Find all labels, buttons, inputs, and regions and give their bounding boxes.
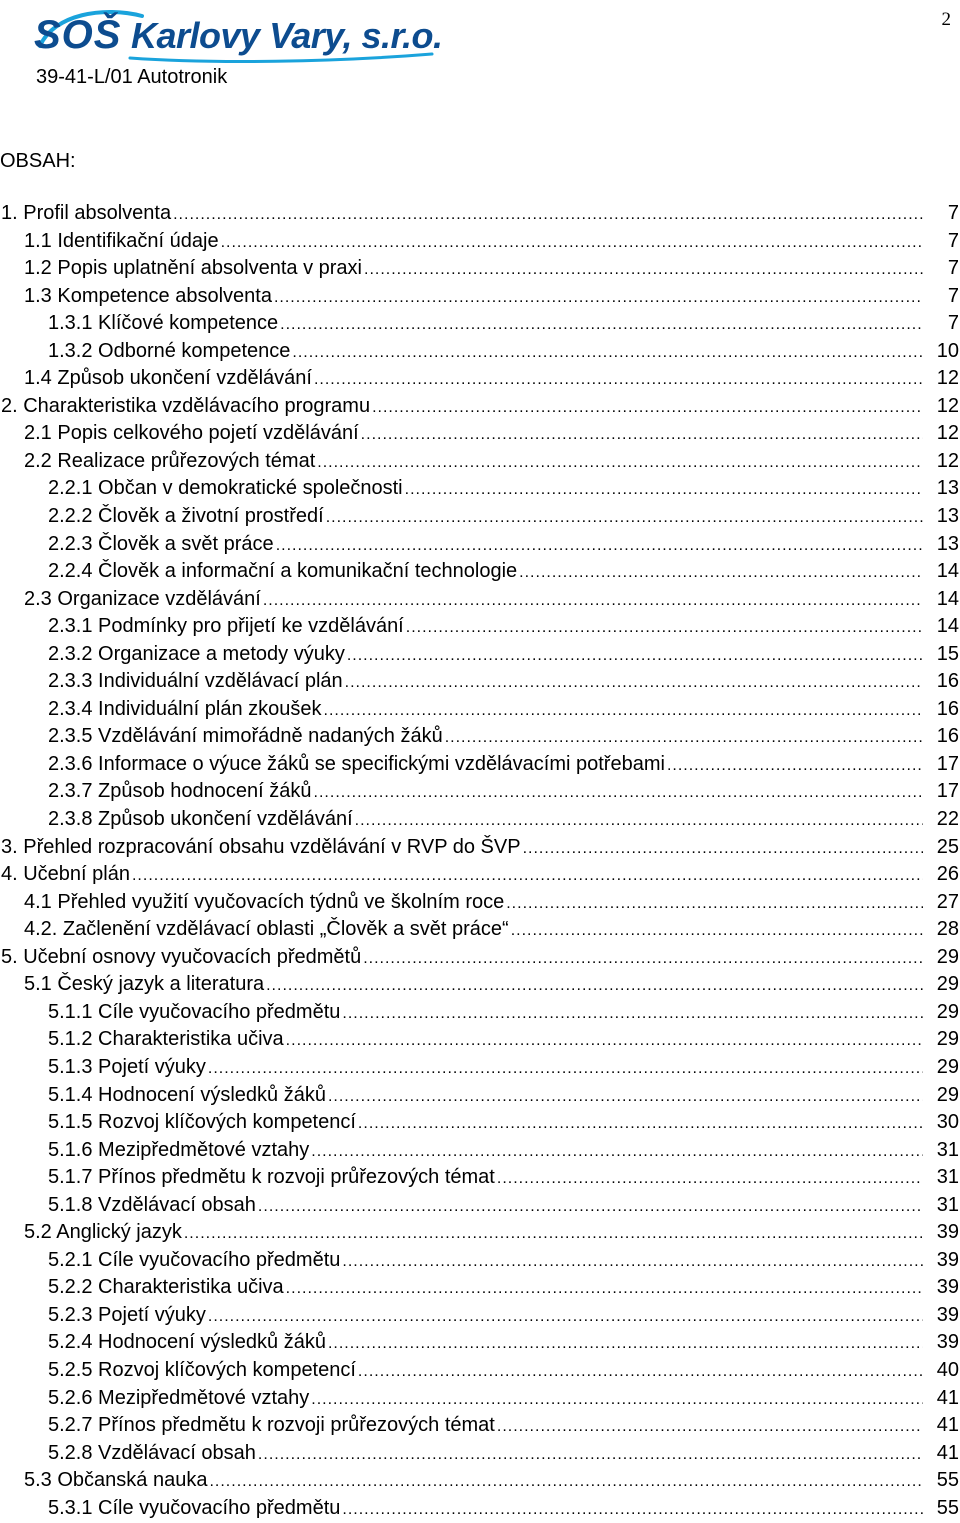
toc-entry-label: 2.3.4 Individuální plán zkoušek (48, 697, 322, 720)
toc-entry[interactable] (0, 1137, 960, 1165)
toc-dot-leader (314, 366, 923, 394)
toc-entry-page: 29 (936, 1028, 959, 1051)
toc-entry[interactable] (0, 1219, 960, 1247)
toc-entry[interactable] (0, 475, 960, 503)
toc-dot-leader (280, 311, 923, 339)
toc-entry-page: 39 (936, 1276, 959, 1299)
toc-entry-label: 2.3.6 Informace o výuce žáků se specifickými vzdělávacími potřebami (48, 752, 665, 775)
toc-entry-page: 29 (936, 945, 959, 968)
toc-entry-page: 15 (936, 642, 959, 665)
toc-entry-page: 13 (936, 532, 959, 555)
toc-entry-page: 16 (936, 697, 959, 720)
toc-entry[interactable] (0, 531, 960, 559)
toc-entry-label: 2.3.2 Organizace a metody výuky (48, 642, 345, 665)
toc-dot-leader (286, 1027, 923, 1055)
toc-entry-label: 5.1.2 Charakteristika učiva (48, 1028, 284, 1051)
toc-dot-leader (132, 862, 923, 890)
toc-entry[interactable] (0, 1082, 960, 1110)
toc-entry[interactable] (0, 283, 960, 311)
toc-entry[interactable] (0, 1192, 960, 1220)
toc-entry-label: 5.1.5 Rozvoj klíčových kompetencí (48, 1111, 356, 1134)
toc-entry-label: 2.2.2 Člověk a životní prostředí (48, 505, 324, 528)
logo-text (34, 12, 443, 59)
toc-dot-leader (274, 284, 923, 312)
toc-entry[interactable] (0, 613, 960, 641)
toc-entry-label: 5.2.5 Rozvoj klíčových kompetencí (48, 1358, 356, 1381)
toc-dot-leader (358, 1358, 923, 1386)
toc-entry-label: 5.2.7 Přínos předmětu k rozvoji průřezových témat (48, 1414, 495, 1437)
toc-entry[interactable] (0, 1164, 960, 1192)
toc-dot-leader (342, 1000, 923, 1028)
toc-entry-page: 12 (936, 449, 959, 472)
toc-entry-label: 5.1.7 Přínos předmětu k rozvoji průřezových témat (48, 1166, 495, 1189)
toc-dot-leader (258, 1193, 923, 1221)
toc-dot-leader (519, 559, 923, 587)
toc-dot-leader (326, 504, 923, 532)
toc-dot-leader (221, 229, 923, 257)
toc-entry-page: 7 (947, 284, 959, 307)
toc-dot-leader (342, 1496, 923, 1523)
toc-entry-page: 31 (936, 1166, 959, 1189)
logo-text-rest: Karlovy Vary, s.r.o. (131, 15, 443, 56)
toc-entry[interactable] (0, 778, 960, 806)
toc-entry-label: 5.2.1 Cíle vyučovacího předmětu (48, 1248, 341, 1271)
toc-dot-leader (364, 256, 923, 284)
toc-entry[interactable] (0, 1274, 960, 1302)
toc-entry-page: 39 (936, 1303, 959, 1326)
toc-dot-leader (263, 587, 923, 615)
toc-entry[interactable] (0, 861, 960, 889)
toc-entry-page: 7 (947, 257, 959, 280)
toc-entry-page: 12 (936, 422, 959, 445)
toc-dot-leader (363, 945, 923, 973)
toc-entry-label: 5.2.6 Mezipředmětové vztahy (48, 1386, 310, 1409)
toc-entry-page: 55 (936, 1469, 959, 1492)
toc-entry-page: 41 (936, 1441, 959, 1464)
toc-dot-leader (311, 1138, 923, 1166)
toc-entry-page: 31 (936, 1193, 959, 1216)
toc-dot-leader (184, 1220, 923, 1248)
toc-entry-page: 25 (936, 835, 959, 858)
toc-entry-label: 1. Profil absolventa (1, 202, 172, 224)
toc-dot-leader (667, 752, 923, 780)
toc-dot-leader (405, 476, 923, 504)
toc-entry[interactable] (0, 228, 960, 256)
toc-entry-label: 2.3.3 Individuální vzdělávací plán (48, 670, 343, 693)
toc-entry-label: 5.2.3 Pojetí výuky (48, 1303, 206, 1326)
school-logo (34, 6, 443, 64)
toc-dot-leader (355, 807, 923, 835)
toc-dot-leader (286, 1275, 923, 1303)
toc-entry-label: 1.3.1 Klíčové kompetence (48, 312, 279, 335)
toc-entry-label: 1.3 Kompetence absolventa (24, 284, 272, 307)
toc-entry[interactable] (0, 971, 960, 999)
toc-entry-label: 2.2.4 Člověk a informační a komunikační technologie (48, 560, 518, 583)
toc-entry-page: 55 (936, 1496, 959, 1519)
toc-entry-page: 39 (936, 1248, 959, 1271)
toc-entry-page: 12 (936, 394, 959, 417)
toc-entry-page: 13 (936, 477, 959, 500)
toc-entry-page: 10 (936, 339, 959, 362)
toc-entry-page: 12 (936, 367, 959, 390)
toc-dot-leader (358, 1110, 923, 1138)
toc-entry[interactable] (0, 586, 960, 614)
toc-entry-page: 14 (936, 587, 959, 610)
toc-entry-page: 29 (936, 1055, 959, 1078)
toc-dot-leader (208, 1055, 923, 1083)
toc-entry[interactable] (0, 668, 960, 696)
toc-entry-label: 2.3.5 Vzdělávání mimořádně nadaných žáků (48, 725, 443, 748)
toc-entry[interactable] (0, 1054, 960, 1082)
toc-title: OBSAH: (0, 150, 76, 172)
toc-entry-label: 1.3.2 Odborné kompetence (48, 339, 291, 362)
toc-entry-label: 5. Učební osnovy vyučovacích předmětů (1, 945, 362, 968)
toc-entry[interactable] (0, 1357, 960, 1385)
toc-entry[interactable] (0, 338, 960, 366)
table-of-contents (0, 200, 960, 1522)
toc-dot-leader (173, 201, 923, 229)
toc-entry[interactable] (0, 1026, 960, 1054)
toc-entry-page: 17 (936, 780, 959, 803)
toc-entry-page: 14 (936, 615, 959, 638)
toc-entry-page: 29 (936, 1000, 959, 1023)
toc-entry-label: 2.3.8 Způsob ukončení vzdělávání (48, 808, 353, 831)
toc-entry-label: 1.4 Způsob ukončení vzdělávání (24, 367, 312, 390)
toc-entry-label: 5.2.4 Hodnocení výsledků žáků (48, 1331, 326, 1354)
toc-entry-label: 5.2.2 Charakteristika učiva (48, 1276, 284, 1299)
toc-dot-leader (372, 394, 923, 422)
toc-entry[interactable] (0, 1109, 960, 1137)
toc-dot-leader (523, 835, 923, 863)
toc-dot-leader (276, 532, 923, 560)
toc-entry-label: 1.1 Identifikační údaje (24, 229, 219, 252)
toc-entry[interactable] (0, 1302, 960, 1330)
toc-entry[interactable] (0, 916, 960, 944)
toc-entry[interactable] (0, 503, 960, 531)
toc-entry-page: 26 (936, 863, 959, 886)
toc-entry[interactable] (0, 1440, 960, 1468)
toc-entry-label: 3. Přehled rozpracování obsahu vzdělávání v RVP do ŠVP (1, 835, 521, 858)
toc-entry-label: 2. Charakteristika vzdělávacího programu (1, 394, 371, 417)
toc-dot-leader (208, 1303, 923, 1331)
toc-dot-leader (342, 1248, 923, 1276)
toc-entry-label: 1.2 Popis uplatnění absolventa v praxi (24, 257, 362, 280)
toc-entry-page: 30 (936, 1111, 959, 1134)
toc-entry[interactable] (0, 310, 960, 338)
toc-entry-page: 41 (936, 1386, 959, 1409)
toc-entry[interactable] (0, 696, 960, 724)
toc-entry-label: 5.3 Občanská nauka (24, 1469, 208, 1492)
toc-entry[interactable] (0, 1385, 960, 1413)
toc-entry-label: 2.1 Popis celkového pojetí vzdělávání (24, 422, 359, 445)
toc-entry-page: 14 (936, 560, 959, 583)
toc-dot-leader (347, 642, 923, 670)
toc-entry-page: 16 (936, 670, 959, 693)
toc-dot-leader (328, 1330, 923, 1358)
toc-entry[interactable] (0, 1495, 960, 1523)
toc-entry-label: 2.2 Realizace průřezových témat (24, 449, 316, 472)
toc-entry-page: 17 (936, 752, 959, 775)
toc-dot-leader (497, 1413, 923, 1441)
toc-entry-page: 22 (936, 808, 959, 831)
toc-entry-page: 7 (947, 229, 959, 252)
toc-dot-leader (506, 890, 923, 918)
page-number: 2 (941, 9, 951, 30)
toc-dot-leader (292, 339, 923, 367)
toc-entry-label: 2.2.3 Člověk a svět práce (48, 532, 274, 555)
toc-entry-label: 5.2.8 Vzdělávací obsah (48, 1441, 256, 1464)
toc-entry-page: 16 (936, 725, 959, 748)
toc-entry[interactable] (0, 558, 960, 586)
toc-entry-page: 13 (936, 505, 959, 528)
toc-entry[interactable] (0, 806, 960, 834)
toc-entry[interactable] (0, 1467, 960, 1495)
toc-dot-leader (324, 697, 923, 725)
toc-entry-label: 2.3.7 Způsob hodnocení žáků (48, 780, 312, 803)
toc-dot-leader (311, 1386, 923, 1414)
toc-entry-page: 7 (947, 202, 959, 224)
toc-entry-label: 5.1.3 Pojetí výuky (48, 1055, 206, 1078)
toc-entry[interactable] (0, 1329, 960, 1357)
toc-entry-page: 29 (936, 1083, 959, 1106)
toc-entry-page: 29 (936, 973, 959, 996)
toc-entry-label: 5.1.1 Cíle vyučovacího předmětu (48, 1000, 341, 1023)
toc-entry[interactable] (0, 365, 960, 393)
toc-entry-label: 5.2 Anglický jazyk (24, 1221, 182, 1244)
toc-dot-leader (406, 614, 923, 642)
toc-entry[interactable] (0, 641, 960, 669)
toc-entry-label: 4.2. Začlenění vzdělávací oblasti „Člověk a svět práce“ (24, 918, 509, 941)
toc-entry[interactable] (0, 420, 960, 448)
toc-entry-page: 27 (936, 890, 959, 913)
toc-entry[interactable] (0, 1247, 960, 1275)
toc-entry-label: 5.1.4 Hodnocení výsledků žáků (48, 1083, 326, 1106)
toc-entry[interactable] (0, 999, 960, 1027)
toc-dot-leader (328, 1083, 923, 1111)
toc-entry[interactable] (0, 448, 960, 476)
toc-entry-page: 28 (936, 918, 959, 941)
toc-entry-label: 5.1 Český jazyk a literatura (24, 973, 265, 996)
toc-entry-page: 39 (936, 1331, 959, 1354)
toc-entry-label: 2.3.1 Podmínky pro přijetí ke vzdělávání (48, 615, 404, 638)
toc-dot-leader (445, 724, 923, 752)
toc-entry[interactable] (0, 723, 960, 751)
toc-entry-label: 5.1.6 Mezipředmětové vztahy (48, 1138, 310, 1161)
toc-entry-page: 40 (936, 1358, 959, 1381)
toc-dot-leader (209, 1468, 923, 1496)
toc-dot-leader (266, 972, 923, 1000)
toc-dot-leader (511, 917, 923, 945)
toc-dot-leader (361, 421, 923, 449)
program-code: 39-41-L/01 Autotronik (36, 66, 228, 88)
toc-dot-leader (317, 449, 923, 477)
toc-dot-leader (258, 1441, 923, 1469)
toc-entry-label: 5.3.1 Cíle vyučovacího předmětu (48, 1496, 341, 1519)
toc-entry[interactable] (0, 255, 960, 283)
toc-entry-label: 4.1 Přehled využití vyučovacích týdnů ve školním roce (24, 890, 505, 913)
toc-entry[interactable] (0, 944, 960, 972)
toc-entry[interactable] (0, 200, 960, 228)
logo-text-sos: SOŠ (34, 13, 122, 57)
toc-entry[interactable] (0, 889, 960, 917)
toc-entry-label: 2.2.1 Občan v demokratické společnosti (48, 477, 403, 500)
toc-entry[interactable] (0, 834, 960, 862)
toc-entry-label: 2.3 Organizace vzdělávání (24, 587, 261, 610)
toc-entry-page: 7 (947, 312, 959, 335)
toc-dot-leader (314, 779, 923, 807)
toc-entry-page: 41 (936, 1414, 959, 1437)
toc-dot-leader (345, 669, 923, 697)
toc-entry-page: 39 (936, 1221, 959, 1244)
toc-entry-label: 4. Učební plán (1, 863, 130, 886)
toc-dot-leader (497, 1165, 923, 1193)
toc-entry[interactable] (0, 393, 960, 421)
toc-entry-page: 31 (936, 1138, 959, 1161)
toc-entry-label: 5.1.8 Vzdělávací obsah (48, 1193, 256, 1216)
toc-entry[interactable] (0, 1412, 960, 1440)
toc-entry[interactable] (0, 751, 960, 779)
